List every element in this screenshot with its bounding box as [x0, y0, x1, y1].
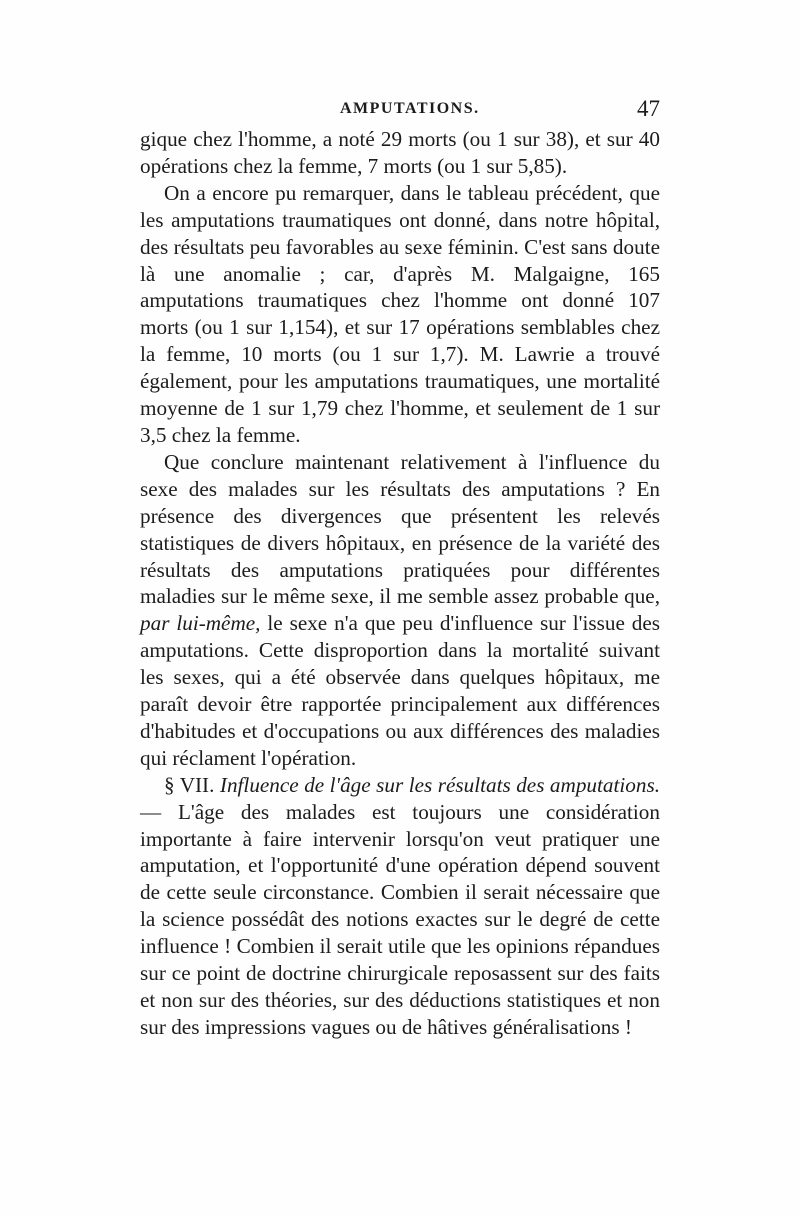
- section-heading: Influence de l'âge sur les résultats des amputations.: [219, 772, 661, 797]
- paragraph-continuation: gique chez l'homme, a noté 29 morts (ou 1 sur 38), et sur 40 opérations chez la femme, 7 morts (ou 1 sur 5,85).: [140, 127, 660, 178]
- emphasis-par-lui-meme: par lui-même,: [140, 611, 261, 636]
- paragraph-traumatic-amputations: On a encore pu remarquer, dans le tableau précédent, que les amputations traumatiques ont donné, dans notre hôpital, des résultats peu favorables au sexe féminin. C'est sans doute là une anomalie ; car, d'après M. Malgaigne, 165 amputations traumatiques chez l'homme ont donné 107 morts (ou 1 sur 1,154), et sur 17 opérations semblables chez la femme, 10 morts (ou 1 sur 1,7). M. Lawrie a trouvé également, pour les amputations traumatiques, une mortalité moyenne de 1 sur 1,79 chez l'homme, et seulement de 1 sur 3,5 chez la femme.: [140, 180, 660, 447]
- running-head: [140, 96, 660, 126]
- page-number: 47: [637, 96, 660, 121]
- section-vii-text: — L'âge des malades est toujours une considération importante à faire intervenir lorsqu'on veut pratiquer une amputation, et l'opportunité d'une opération dépend souvent de cette seule circonstance. Combien il serait nécessaire que la science possédât des notions exactes sur le degré de cette influence ! Combien il serait utile que les opinions répandues sur ce point de doctrine chirurgicale reposassent sur des faits et non sur des théories, sur des déductions statistiques et non sur des impressions vagues ou de hâtives généralisations !: [140, 799, 660, 1039]
- body-text: [140, 126, 660, 1041]
- paragraph-sex-influence: [140, 449, 660, 772]
- section-number: § VII.: [164, 772, 220, 797]
- paragraph-section-vii: [140, 772, 660, 1041]
- paragraph-sex-influence-text-b: le sexe n'a que peu d'influence sur l'issue des amputations. Cette disproportion dans la mortalité suivant les sexes, qui a été observée dans quelques hôpitaux, me paraît devoir être rapportée principalement aux différences d'habitudes et d'occupations ou aux différences des maladies qui réclament l'opération.: [140, 611, 660, 770]
- running-title: AMPUTATIONS.: [340, 100, 480, 117]
- paragraph-sex-influence-text-a: Que conclure maintenant relativement à l'influence du sexe des malades sur les résultats des amputations ? En présence des divergences que présentent les relevés statistiques de divers hôpitaux, en présence de la variété des résultats des amputations pratiquées pour différentes maladies sur le même sexe, il me semble assez probable que,: [140, 449, 660, 609]
